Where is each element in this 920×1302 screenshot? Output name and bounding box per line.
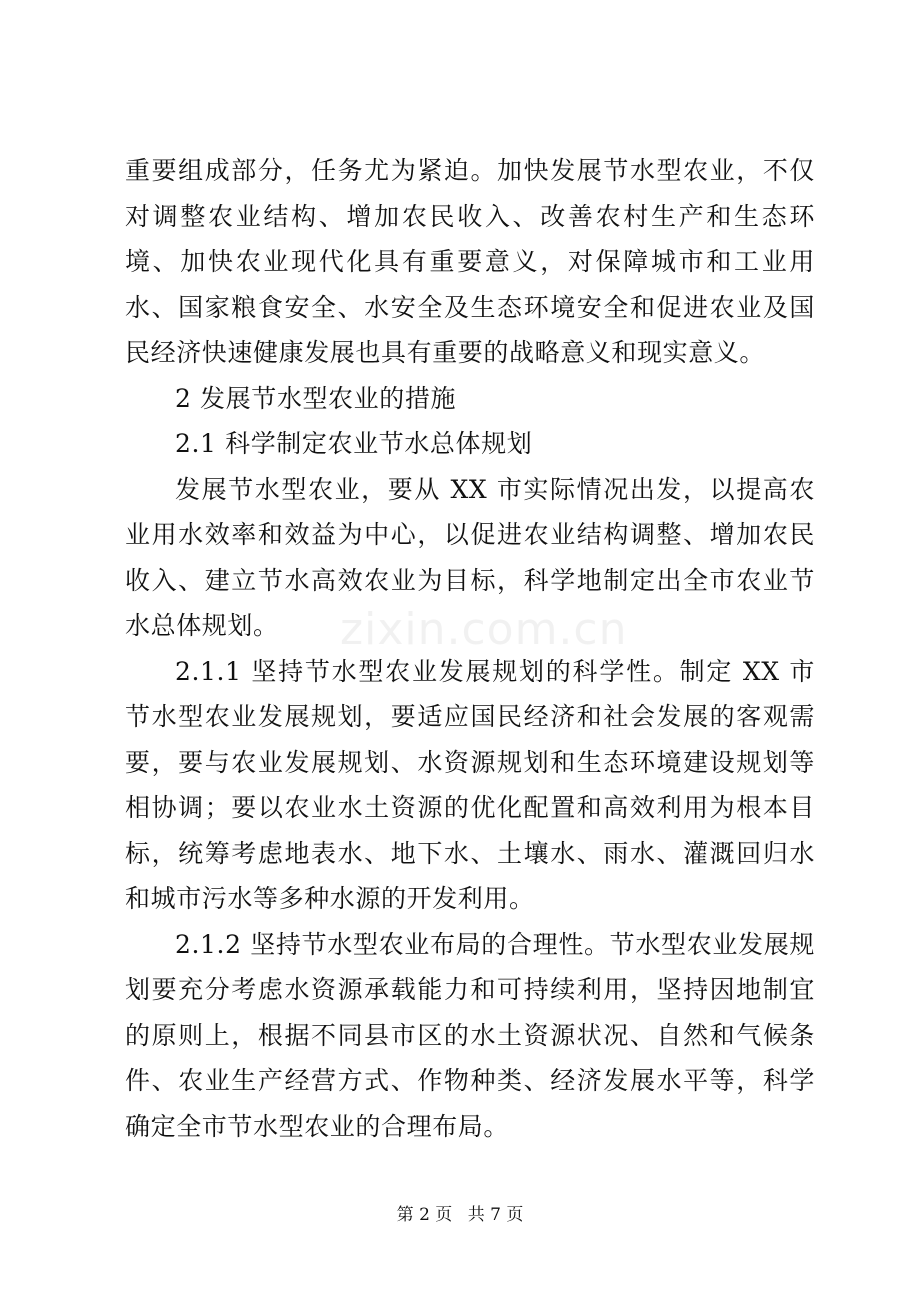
page-total: 共 7 页 <box>467 1205 524 1225</box>
page-footer <box>0 1200 920 1225</box>
document-body <box>125 148 815 1149</box>
paragraph-2-1-1: 2.1.1 坚持节水型农业发展规划的科学性。制定 XX 市节水型农业发展规划，要适应国民经济和社会发展的客观需要，要与农业发展规划、水资源规划和生态环境建设规划等相协调；要以农业水土资源的优化配置和高效利用为根本目标，统筹考虑地表水、地下水、土壤水、雨水、灌溉回归水和城市污水等多种水源的开发利用。 <box>125 656 815 913</box>
paragraph-2-1-2: 2.1.2 坚持节水型农业布局的合理性。节水型农业发展规划要充分考虑水资源承载能力和可持续利用，坚持因地制宜的原则上，根据不同县市区的水土资源状况、自然和气候条件、农业生产经营方式、作物种类、经济发展水平等，科学确定全市节水型农业的合理布局。 <box>125 929 815 1141</box>
section-heading-2: 2 发展节水型农业的措施 <box>175 383 457 413</box>
paragraph-importance: 重要组成部分，任务尤为紧迫。加快发展节水型农业，不仅对调整农业结构、增加农民收入、改善农村生产和生态环境、加快农业现代化具有重要意义，对保障城市和工业用水、国家粮食安全、水安全及生态环境安全和促进农业及国民经济快速健康发展也具有重要的战略意义和现实意义。 <box>125 156 815 367</box>
paragraph-planning: 发展节水型农业，要从 XX 市实际情况出发，以提高农业用水效率和效益为中心，以促进农业结构调整、增加农民收入、建立节水高效农业为目标，科学地制定出全市农业节水总体规划。 <box>125 474 815 640</box>
page-number: 第 2 页 <box>396 1205 453 1225</box>
subsection-heading-2-1: 2.1 科学制定农业节水总体规划 <box>175 429 533 458</box>
watermark: zixin.com.cn <box>340 604 628 655</box>
